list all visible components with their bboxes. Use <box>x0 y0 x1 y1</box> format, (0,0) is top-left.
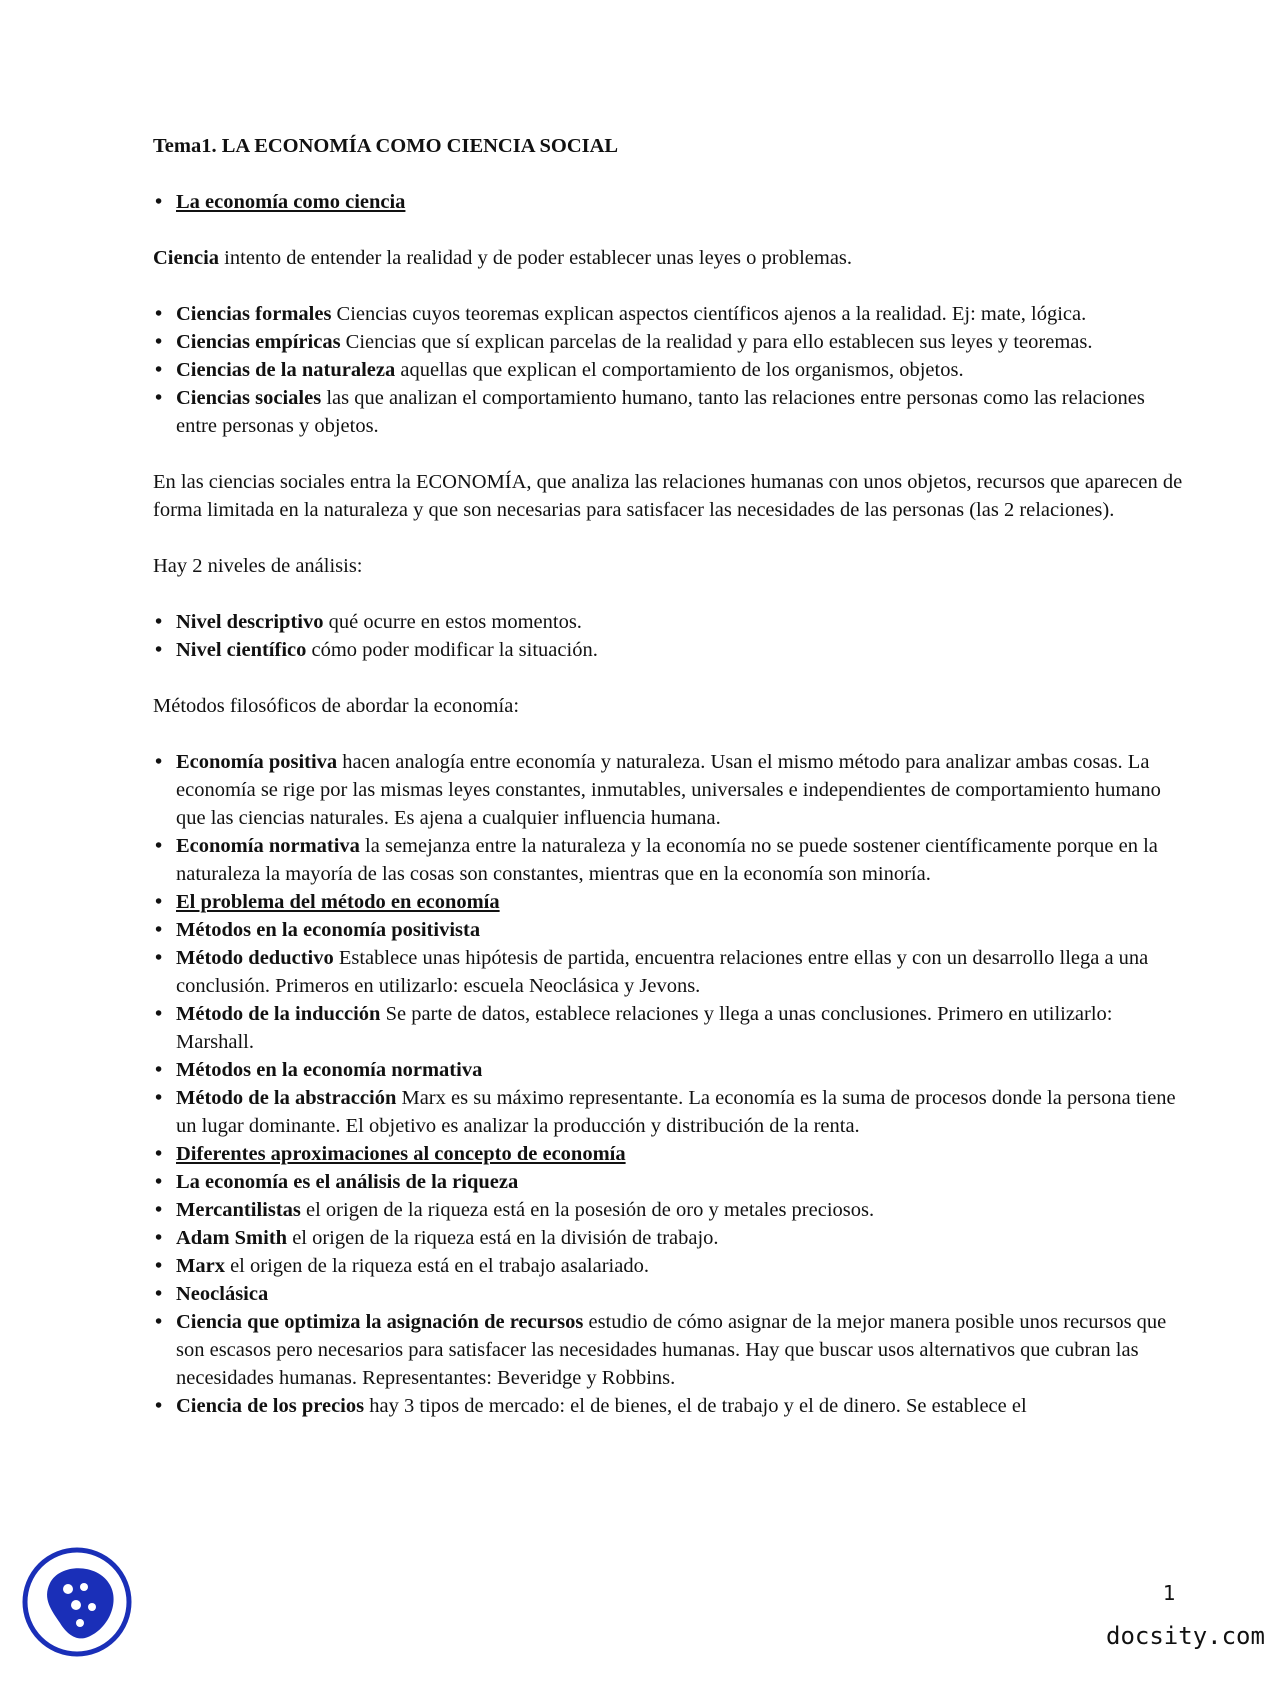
list-item-term: Nivel descriptivo <box>176 611 324 633</box>
list-item <box>153 1000 1188 1056</box>
list-item-term: Neoclásica <box>176 1283 269 1305</box>
list-item-term: Economía normativa <box>176 835 360 857</box>
paragraph-economia: En las ciencias sociales entra la ECONOMÍA, que analiza las relaciones humanas con unos objetos, recursos que aparecen de forma limitada en la naturaleza y que son necesarias para satisfacer las necesidades de las personas (las 2 relaciones). <box>153 471 1183 521</box>
list-item-text: aquellas que explican el comportamiento de los organismos, objetos. <box>395 359 964 381</box>
list-item-term: Nivel científico <box>176 639 307 661</box>
list-item-text: Ciencias cuyos teoremas explican aspectos científicos ajenos a la realidad. Ej: mate, lógica. <box>331 303 1087 325</box>
list-item-text: hay 3 tipos de mercado: el de bienes, el de trabajo y el de dinero. Se establece el <box>364 1395 1027 1417</box>
list-item-term: Ciencia de los precios <box>176 1395 365 1417</box>
list-item <box>153 1392 1188 1420</box>
list-item <box>153 944 1188 1000</box>
list-item <box>153 916 1188 944</box>
list-item <box>153 300 1188 328</box>
list-item <box>153 1140 1188 1168</box>
metodos-list <box>153 748 1188 1420</box>
list-item-term: Marx <box>176 1255 225 1277</box>
section-heading: La economía como ciencia <box>176 191 406 213</box>
document-page <box>153 132 1188 1420</box>
list-item <box>153 1168 1188 1196</box>
section-heading-item <box>153 188 1188 216</box>
list-item <box>153 328 1188 356</box>
list-item-term: Método de la abstracción <box>176 1087 397 1109</box>
list-item-text: Se parte de datos, establece relaciones y llega a unas conclusiones. Primero en utilizarlo: Marshall. <box>176 1003 1113 1053</box>
list-item <box>153 1224 1188 1252</box>
list-item-term: Método de la inducción <box>176 1003 381 1025</box>
list-item-text: cómo poder modificar la situación. <box>306 639 598 661</box>
subsection-heading: El problema del método en economía <box>176 891 500 913</box>
docsity-watermark[interactable]: docsity.com <box>1106 1622 1265 1650</box>
list-item-text: hacen analogía entre economía y naturaleza. Usan el mismo método para analizar ambas cosas. La economía se rige por las mismas leyes constantes, inmutables, universales e independientes de comportamiento humano que las ciencias naturales. Es ajena a cualquier influencia humana. <box>176 751 1161 829</box>
list-item-text: el origen de la riqueza está en la posesión de oro y metales preciosos. <box>300 1199 875 1221</box>
list-item-term: Ciencias formales <box>176 303 332 325</box>
ciencias-list <box>153 300 1188 440</box>
list-item-term: Ciencia que optimiza la asignación de recursos <box>176 1311 584 1333</box>
list-item-term: Economía positiva <box>176 751 338 773</box>
list-item-term: Métodos en la economía positivista <box>176 919 481 941</box>
list-item <box>153 748 1188 832</box>
list-item-text: Establece unas hipótesis de partida, encuentra relaciones entre ellas y con un desarrollo llega a una conclusión. Primeros en utilizarlo: escuela Neoclásica y Jevons. <box>176 947 1149 997</box>
list-item-term: Método deductivo <box>176 947 334 969</box>
list-item-term: Ciencias de la naturaleza <box>176 359 396 381</box>
section-heading-list <box>153 188 1188 216</box>
page-number: 1 <box>1163 1581 1176 1605</box>
list-item <box>153 1084 1188 1140</box>
list-item-text: las que analizan el comportamiento humano, tanto las relaciones entre personas como las relaciones entre personas y objetos. <box>176 387 1145 437</box>
docsity-logo-icon <box>20 1545 135 1660</box>
list-item <box>153 1308 1188 1392</box>
list-item-term: La economía es el análisis de la riqueza <box>176 1171 519 1193</box>
list-item <box>153 1056 1188 1084</box>
list-item-text: qué ocurre en estos momentos. <box>323 611 582 633</box>
list-item-term: Ciencias sociales <box>176 387 322 409</box>
list-item-term: Métodos en la economía normativa <box>176 1059 483 1081</box>
list-item <box>153 1252 1188 1280</box>
niveles-intro: Hay 2 niveles de análisis: <box>153 555 363 577</box>
list-item-text: el origen de la riqueza está en el trabajo asalariado. <box>224 1255 649 1277</box>
list-item <box>153 1196 1188 1224</box>
list-item <box>153 356 1188 384</box>
list-item <box>153 1280 1188 1308</box>
list-item-text: estudio de cómo asignar de la mejor manera posible unos recursos que son escasos pero necesarios para satisfacer las necesidades humanas. Hay que buscar usos alternativos que cubran las necesidades humanas. Representantes: Beveridge y Robbins. <box>176 1311 1167 1389</box>
list-item-term: Adam Smith <box>176 1227 288 1249</box>
list-item-text: Ciencias que sí explican parcelas de la realidad y para ello establecen sus leyes y teoremas. <box>340 331 1093 353</box>
ciencia-term: Ciencia <box>153 247 220 269</box>
list-item <box>153 832 1188 888</box>
list-item <box>153 384 1188 440</box>
list-item <box>153 888 1188 916</box>
document-title: Tema1. LA ECONOMÍA COMO CIENCIA SOCIAL <box>153 135 619 157</box>
list-item <box>153 608 1188 636</box>
list-item <box>153 636 1188 664</box>
metodos-intro: Métodos filosóficos de abordar la economía: <box>153 695 520 717</box>
list-item-term: Mercantilistas <box>176 1199 301 1221</box>
niveles-list <box>153 608 1188 664</box>
ciencia-text: intento de entender la realidad y de poder establecer unas leyes o problemas. <box>219 247 853 269</box>
list-item-text: la semejanza entre la naturaleza y la economía no se puede sostener científicamente porque en la naturaleza la mayoría de las cosas son constantes, mientras que en la economía son minoría. <box>176 835 1158 885</box>
list-item-term: Ciencias empíricas <box>176 331 341 353</box>
list-item-text: el origen de la riqueza está en la división de trabajo. <box>287 1227 719 1249</box>
ciencia-definition <box>153 244 1188 272</box>
subsection-heading: Diferentes aproximaciones al concepto de economía <box>176 1143 626 1165</box>
list-item-text: Marx es su máximo representante. La economía es la suma de procesos donde la persona tiene un lugar dominante. El objetivo es analizar la producción y distribución de la renta. <box>176 1087 1176 1137</box>
